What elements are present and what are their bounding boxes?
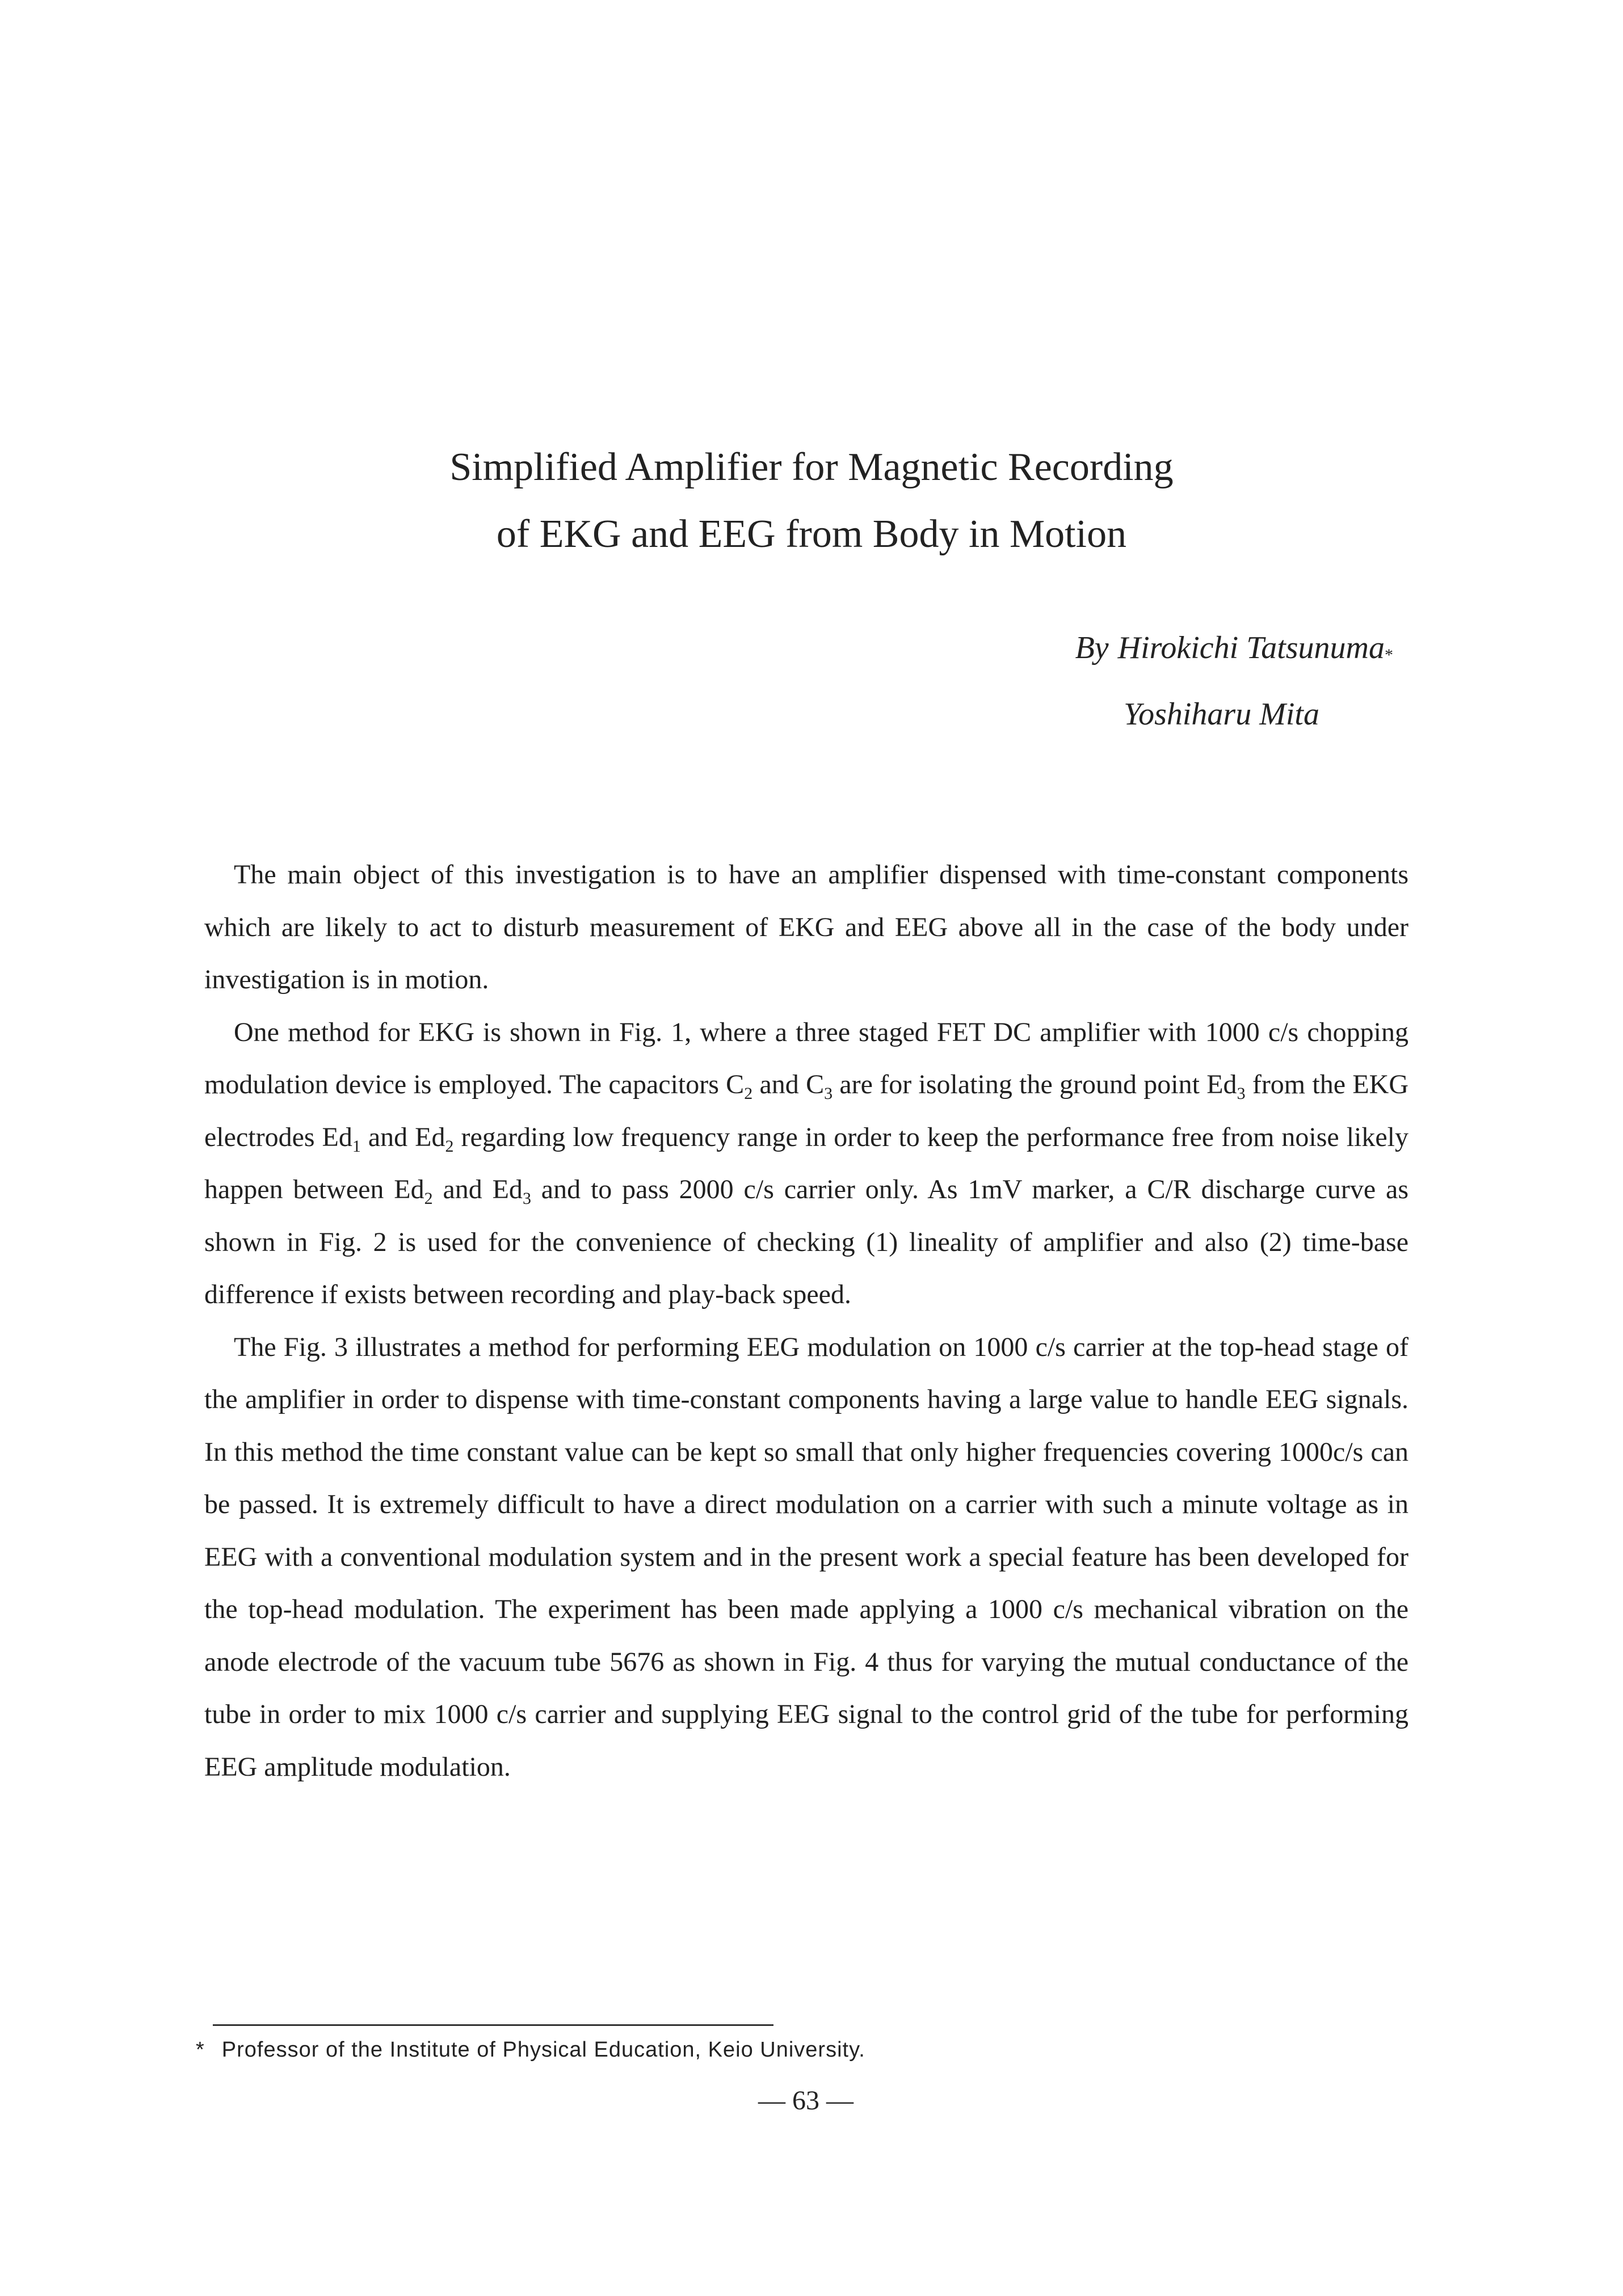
subscript: 3 [1237, 1084, 1246, 1103]
body-text [204, 849, 1408, 1793]
paragraph-3: The Fig. 3 illustrates a method for performing EEG modulation on 1000 c/s carrier at the top-head stage of the amplifier in order to dispense with time-constant components having a large value to handle EEG signals. In this method the time constant value can be kept so small that only higher frequencies covering 1000c/s can be passed. It is extremely difficult to have a direct modulation on a carrier with such a minute voltage as in EEG with a conventional modulation system and in the present work a special feature has been developed for the top-head modulation. The experiment has been made applying a 1000 c/s mechanical vibration on the anode electrode of the vacuum tube 5676 as shown in Fig. 4 thus for varying the mutual conductance of the tube in order to mix 1000 c/s carrier and supplying EEG signal to the control grid of the tube for performing EEG amplitude modulation. [204, 1332, 1408, 1782]
paragraph-2-text-f: regarding low frequency range in order to keep the performance free from noise likely happen between Ed [204, 1122, 1409, 1204]
paragraph-2-text-a: One method for EKG is shown in Fig. 1, where a three staged FET DC amplifier with 1000 c/s chopping modulation device is employed. The capacitors C [204, 1017, 1408, 1099]
footnote-mark: * [196, 2038, 205, 2062]
author-footnote-mark: * [1385, 646, 1393, 664]
title-line-1: Simplified Amplifier for Magnetic Recording [449, 445, 1174, 489]
subscript: 2 [445, 1136, 454, 1156]
paragraph-2 [204, 1006, 1408, 1321]
subscript: 2 [424, 1189, 433, 1208]
paragraph-2-text-b: and C [752, 1069, 825, 1099]
paragraph-2-text-e: and Ed [360, 1122, 445, 1152]
paper-title [397, 434, 1226, 568]
paragraph-2-text-g: and Ed [432, 1174, 523, 1204]
footnote-divider [213, 2024, 773, 2026]
title-line-2: of EKG and EEG from Body in Motion [496, 512, 1127, 556]
author-block [1075, 618, 1393, 744]
subscript: 1 [352, 1136, 361, 1156]
footnote [196, 2038, 865, 2062]
author-by-label: By [1075, 630, 1109, 665]
subscript: 3 [824, 1084, 833, 1103]
footnote-text: Professor of the Institute of Physical Education, Keio University. [221, 2038, 865, 2062]
subscript: 2 [744, 1084, 753, 1103]
author-name-first: Hirokichi Tatsunuma [1117, 630, 1385, 665]
page-number: — 63 — [758, 2086, 853, 2116]
author-line-1 [1075, 618, 1393, 685]
paragraph-2-text-d: from the EKG electrodes Ed [204, 1069, 1408, 1152]
subscript: 3 [522, 1189, 531, 1208]
author-name-second: Yoshiharu Mita [1124, 697, 1319, 732]
paragraph-2-text-h: and to pass 2000 c/s carrier only. As 1mV marker, a C/R discharge curve as shown in Fig. 2 is used for the convenience of checking (1) lineality of amplifier and also (2) time-base difference if exists between recording and play-back speed. [204, 1174, 1409, 1309]
paragraph-1: The main object of this investigation is to have an amplifier dispensed with time-constant components which are likely to act to disturb measurement of EKG and EEG above all in the case of the body under investigation is in motion. [204, 860, 1408, 995]
paragraph-2-text-c: are for isolating the ground point Ed [832, 1069, 1237, 1099]
